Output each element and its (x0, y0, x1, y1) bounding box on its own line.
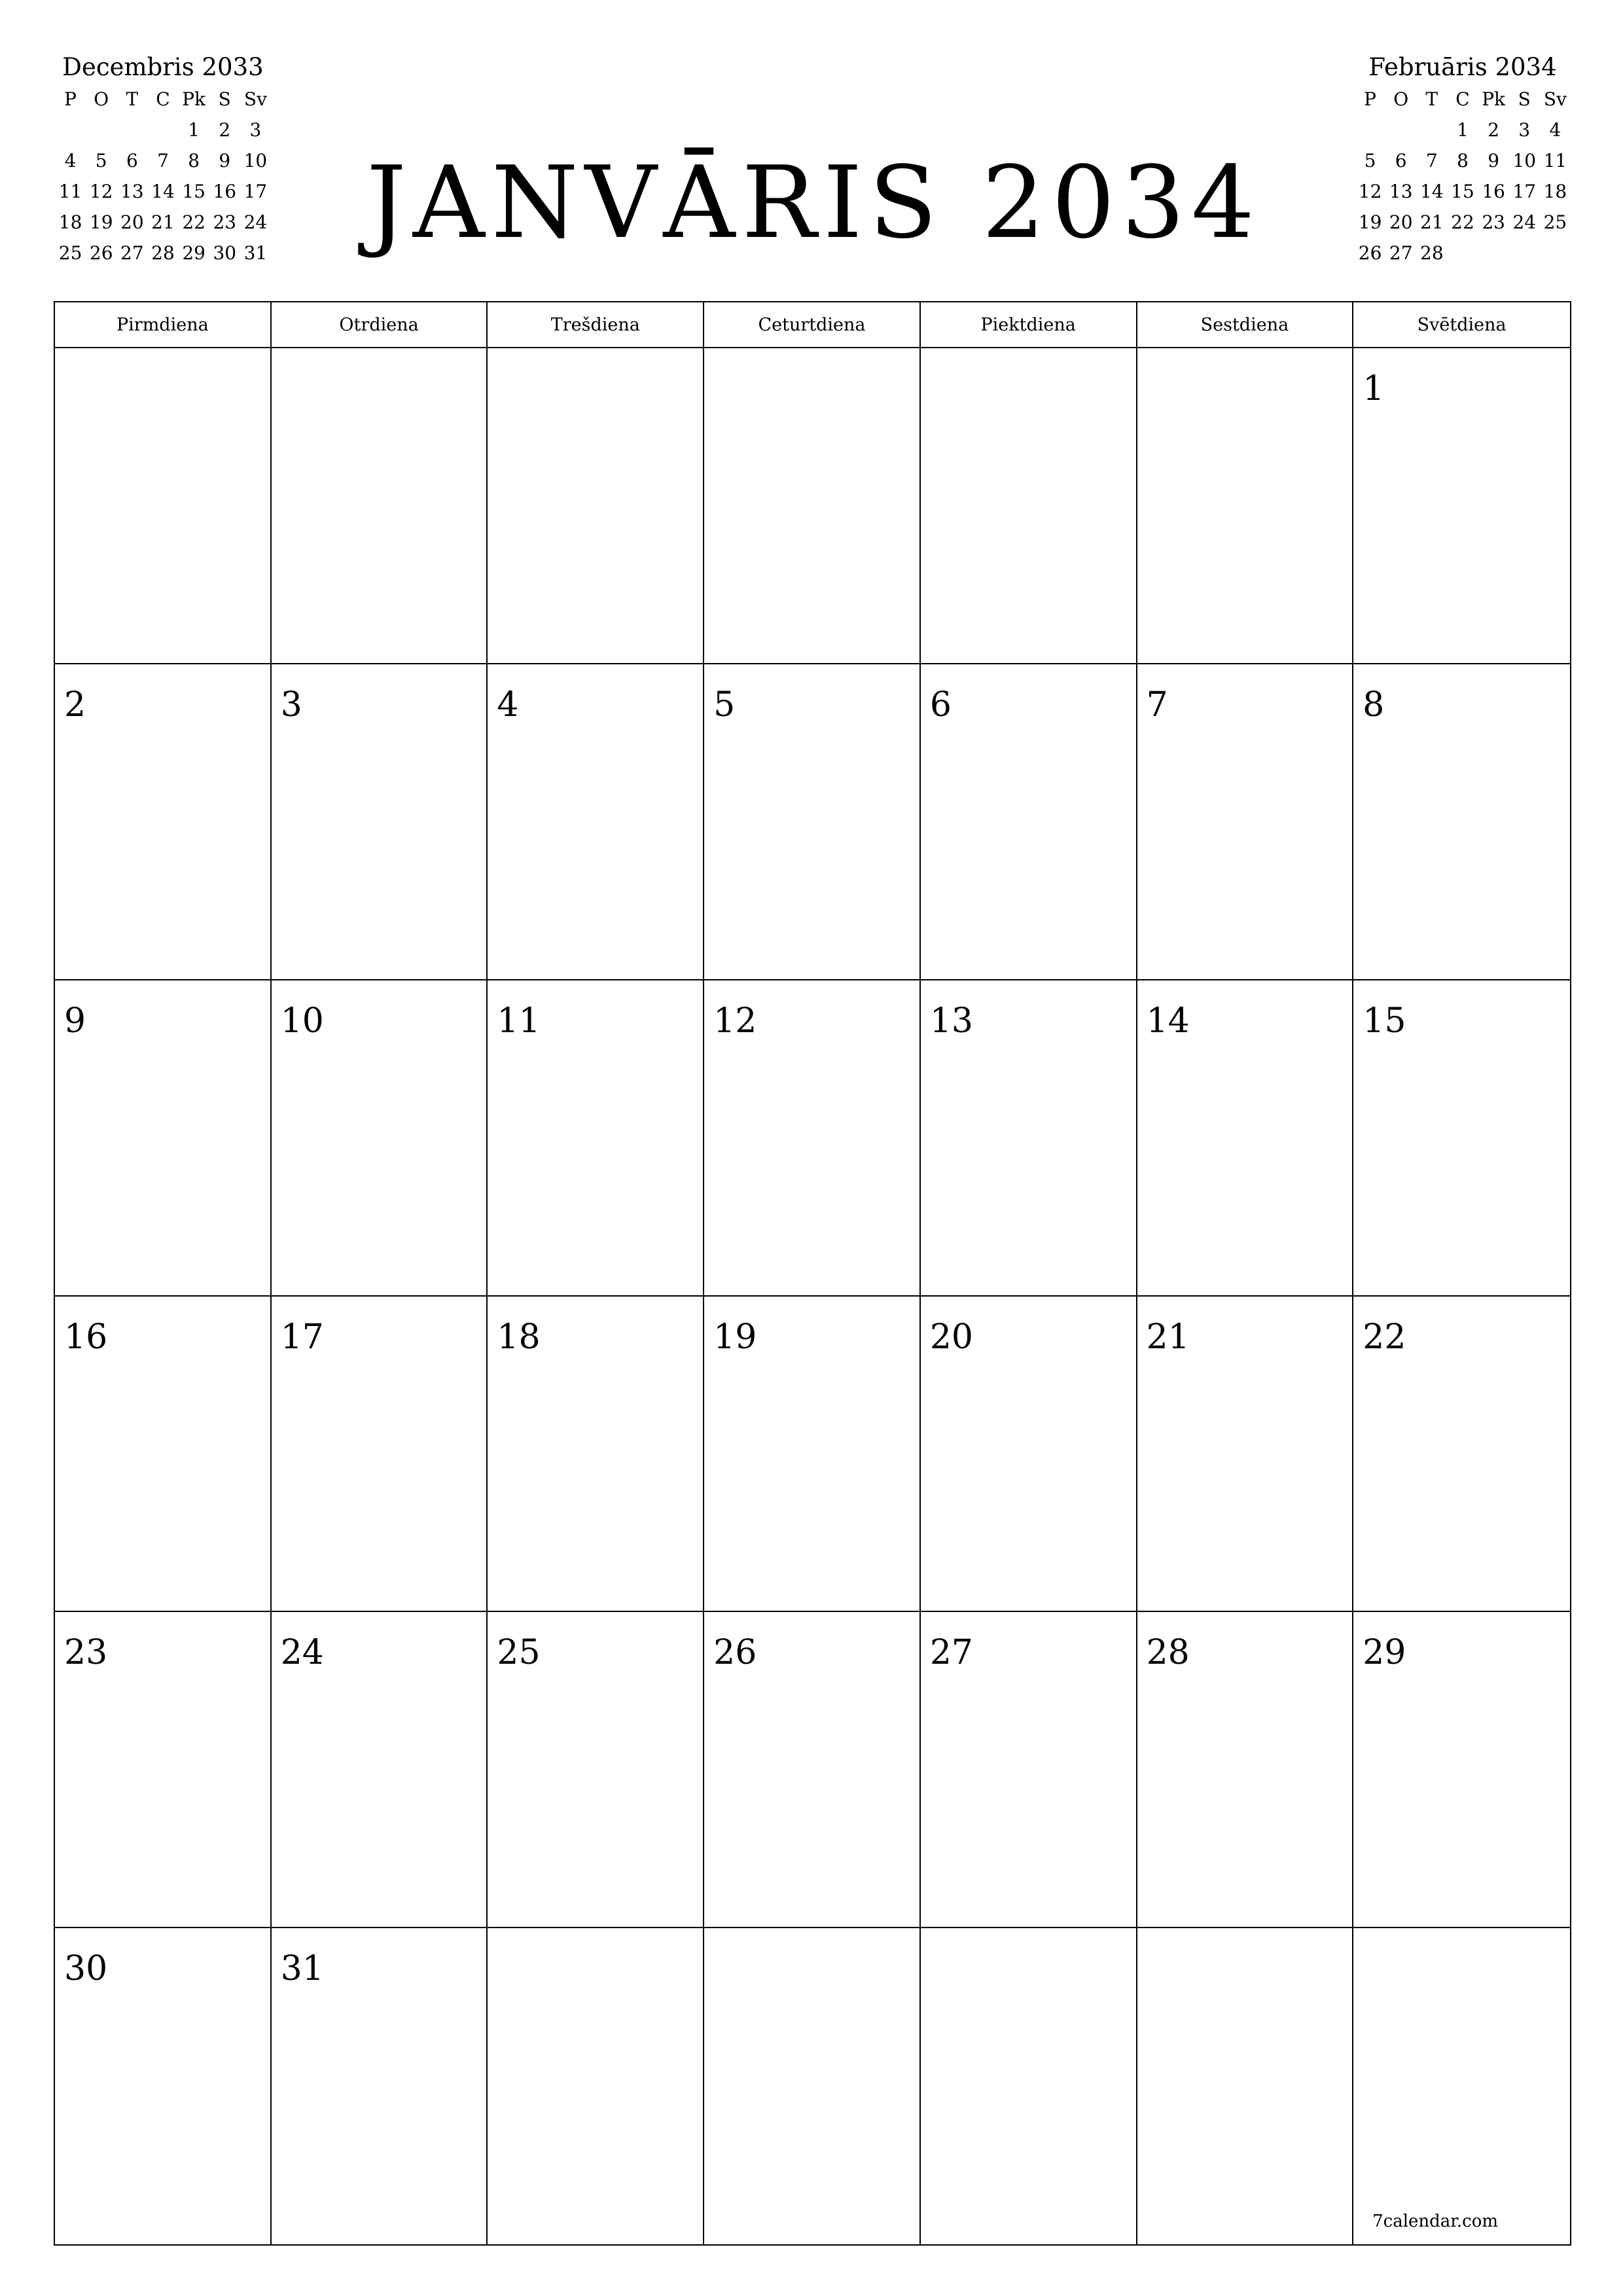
mini-day-number: 8 (1457, 150, 1469, 171)
day-cell (1137, 1297, 1354, 1613)
day-number: 3 (280, 685, 302, 725)
mini-day-number: 24 (243, 211, 268, 233)
weekday-header: Trešdiena (488, 302, 704, 348)
mini-day-number: 9 (219, 150, 231, 171)
day-number: 1 (1363, 369, 1385, 408)
mini-calendar-next-month (1355, 51, 1571, 268)
mini-day-number: 30 (213, 242, 237, 264)
mini-day-number (116, 115, 147, 145)
day-cell (488, 348, 704, 664)
mini-day-number: 18 (58, 211, 82, 233)
mini-weekday-label: S (218, 88, 231, 110)
day-cell (1137, 664, 1354, 980)
weekday-header: Pirmdiena (55, 302, 272, 348)
day-number: 9 (64, 1001, 86, 1041)
mini-day-number: 24 (1512, 211, 1537, 233)
mini-day-number: 15 (1451, 181, 1474, 202)
mini-day-number: 25 (58, 242, 82, 264)
day-cell (1137, 1612, 1354, 1928)
day-number: 15 (1363, 1001, 1406, 1041)
day-number: 27 (929, 1633, 974, 1673)
day-number: 19 (713, 1317, 757, 1357)
mini-day-number (1447, 238, 1478, 268)
mini-weekday-label: Sv (243, 88, 267, 110)
mini-day-number: 6 (126, 150, 138, 171)
day-cell (921, 1297, 1137, 1613)
day-number: 4 (497, 685, 519, 725)
mini-calendar-previous-month (55, 51, 271, 268)
mini-day-number: 23 (213, 211, 237, 233)
day-cell (921, 664, 1137, 980)
mini-day-number: 2 (219, 119, 231, 141)
mini-day-number: 14 (1420, 181, 1444, 202)
day-cell (272, 980, 488, 1297)
day-cell (1353, 1297, 1570, 1613)
day-number: 29 (1363, 1633, 1406, 1673)
day-cell (272, 348, 488, 664)
mini-day-number: 12 (89, 181, 113, 202)
day-number: 5 (713, 685, 736, 725)
day-cell (488, 664, 704, 980)
day-cell (921, 980, 1137, 1297)
mini-day-number: 27 (120, 242, 144, 264)
day-number: 14 (1146, 1001, 1190, 1041)
mini-weekday-label: C (1455, 88, 1470, 110)
mini-weekday-label: O (1393, 88, 1409, 110)
mini-day-number: 14 (151, 181, 175, 202)
day-cell (1137, 348, 1354, 664)
day-cell (488, 980, 704, 1297)
day-cell (1137, 1928, 1354, 2244)
mini-day-number: 20 (1389, 211, 1413, 233)
mini-day-number: 26 (89, 242, 113, 264)
day-cell (921, 348, 1137, 664)
day-cell (272, 1612, 488, 1928)
weekday-header: Ceturtdiena (704, 302, 921, 348)
day-cell (55, 664, 272, 980)
day-cell (704, 1612, 921, 1928)
mini-day-number (147, 115, 178, 145)
day-cell (272, 1928, 488, 2244)
mini-day-number: 12 (1358, 181, 1382, 202)
day-number: 16 (64, 1317, 108, 1357)
day-number: 6 (929, 685, 952, 725)
mini-day-number: 9 (1488, 150, 1500, 171)
mini-calendar-grid (55, 84, 271, 268)
day-cell (1353, 1928, 1570, 2244)
mini-day-number: 1 (188, 119, 200, 141)
day-cell (1353, 664, 1570, 980)
weekday-header: Sestdiena (1137, 302, 1354, 348)
mini-calendar-grid (1355, 84, 1571, 268)
mini-weekday-label: P (64, 88, 77, 110)
day-cell (272, 1297, 488, 1613)
day-number: 10 (280, 1001, 324, 1041)
mini-day-number: 13 (120, 181, 144, 202)
mini-day-number: 16 (1482, 181, 1505, 202)
mini-day-number: 21 (151, 211, 175, 233)
mini-day-number: 11 (1543, 150, 1567, 171)
day-cell (704, 348, 921, 664)
mini-calendar-title: Decembris 2033 (62, 53, 264, 81)
mini-day-number: 17 (1512, 181, 1537, 202)
mini-weekday-label: S (1518, 88, 1531, 110)
mini-day-number: 22 (1451, 211, 1474, 233)
mini-calendar-title: Februāris 2034 (1368, 53, 1557, 81)
day-cell (488, 1928, 704, 2244)
mini-weekday-label: Pk (182, 88, 206, 110)
mini-day-number: 3 (1518, 119, 1531, 141)
mini-weekday-label: P (1364, 88, 1376, 110)
mini-day-number: 8 (188, 150, 200, 171)
day-number: 11 (497, 1001, 541, 1041)
mini-day-number: 19 (89, 211, 113, 233)
mini-day-number (86, 115, 116, 145)
mini-day-number: 5 (1364, 150, 1376, 171)
mini-day-number: 11 (58, 181, 82, 202)
weekday-header: Otrdiena (272, 302, 488, 348)
mini-day-number: 23 (1482, 211, 1505, 233)
mini-day-number (1355, 115, 1385, 145)
mini-day-number (1509, 238, 1540, 268)
mini-day-number: 7 (1425, 150, 1438, 171)
day-number: 22 (1363, 1317, 1406, 1357)
day-cell (55, 1928, 272, 2244)
day-cell (704, 1928, 921, 2244)
mini-day-number: 1 (1457, 119, 1469, 141)
mini-weekday-label: C (156, 88, 170, 110)
day-number: 18 (497, 1317, 541, 1357)
day-cell (704, 1297, 921, 1613)
mini-day-number: 7 (157, 150, 169, 171)
day-cell (55, 980, 272, 1297)
day-number: 12 (713, 1001, 757, 1041)
mini-day-number: 13 (1389, 181, 1413, 202)
mini-day-number: 5 (95, 150, 107, 171)
day-number: 24 (280, 1633, 324, 1673)
mini-day-number: 4 (64, 150, 77, 171)
day-number: 20 (929, 1317, 974, 1357)
mini-day-number: 29 (182, 242, 205, 264)
mini-day-number: 27 (1389, 242, 1413, 264)
mini-day-number (1540, 238, 1571, 268)
day-number: 28 (1146, 1633, 1190, 1673)
mini-day-number: 19 (1358, 211, 1382, 233)
mini-day-number: 25 (1543, 211, 1567, 233)
mini-day-number: 2 (1488, 119, 1500, 141)
mini-weekday-label: T (126, 88, 139, 110)
day-number: 23 (64, 1633, 108, 1673)
mini-day-number: 20 (120, 211, 144, 233)
day-number: 30 (64, 1949, 108, 1989)
footer-website-text: 7calendar.com (1372, 2212, 1498, 2231)
mini-day-number: 31 (243, 242, 268, 264)
day-cell (921, 1612, 1137, 1928)
mini-day-number: 21 (1420, 211, 1444, 233)
day-number: 2 (64, 685, 86, 725)
day-cell (1137, 980, 1354, 1297)
mini-day-number: 17 (243, 181, 268, 202)
mini-day-number: 28 (151, 242, 175, 264)
weekday-header: Svētdiena (1353, 302, 1570, 348)
day-cell (272, 664, 488, 980)
day-cell (55, 1297, 272, 1613)
day-number: 31 (280, 1949, 324, 1989)
mini-day-number: 6 (1395, 150, 1407, 171)
mini-day-number (1416, 115, 1447, 145)
day-cell (921, 1928, 1137, 2244)
mini-day-number (55, 115, 86, 145)
day-cell (1353, 348, 1570, 664)
mini-day-number: 16 (213, 181, 237, 202)
mini-day-number: 10 (243, 150, 268, 171)
day-cell (1353, 1612, 1570, 1928)
day-cell (488, 1297, 704, 1613)
mini-day-number: 26 (1358, 242, 1382, 264)
day-number: 8 (1363, 685, 1385, 725)
mini-day-number (1385, 115, 1416, 145)
day-number: 21 (1146, 1317, 1190, 1357)
day-cell (1353, 980, 1570, 1297)
mini-day-number: 3 (249, 119, 262, 141)
page-title: JANVĀRIS 2034 (366, 145, 1262, 260)
day-cell (704, 980, 921, 1297)
mini-day-number: 4 (1549, 119, 1561, 141)
mini-weekday-label: Sv (1543, 88, 1567, 110)
weekday-header: Piektdiena (921, 302, 1137, 348)
day-number: 26 (713, 1633, 757, 1673)
day-number: 7 (1146, 685, 1168, 725)
day-number: 25 (497, 1633, 541, 1673)
mini-day-number (1478, 238, 1509, 268)
day-number: 13 (929, 1001, 974, 1041)
mini-day-number: 10 (1512, 150, 1537, 171)
mini-day-number: 18 (1543, 181, 1567, 202)
day-number: 17 (280, 1317, 324, 1357)
mini-weekday-label: O (94, 88, 109, 110)
day-cell (55, 1612, 272, 1928)
day-cell (55, 348, 272, 664)
day-cell (704, 664, 921, 980)
day-cell (488, 1612, 704, 1928)
mini-weekday-label: T (1425, 88, 1438, 110)
month-calendar-grid (54, 301, 1571, 2246)
mini-weekday-label: Pk (1482, 88, 1506, 110)
mini-day-number: 22 (182, 211, 205, 233)
mini-day-number: 15 (182, 181, 205, 202)
mini-day-number: 28 (1420, 242, 1444, 264)
